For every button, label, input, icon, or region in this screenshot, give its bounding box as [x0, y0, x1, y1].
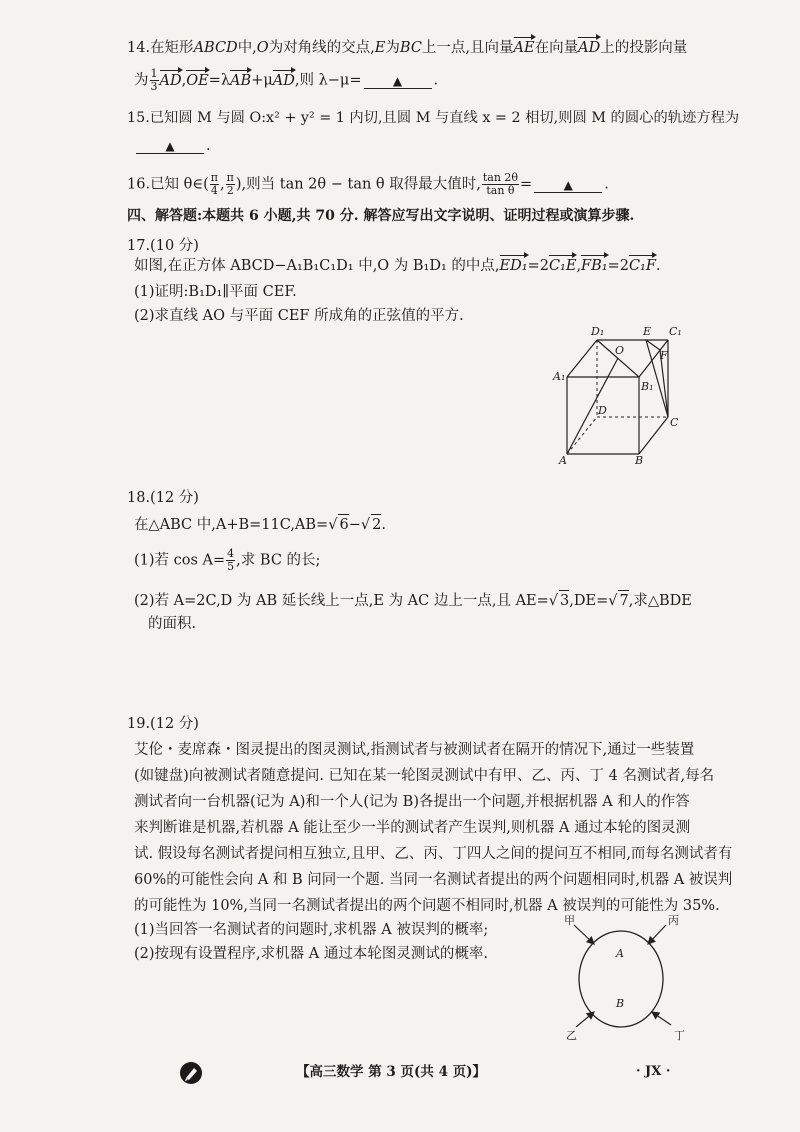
label-c: C	[670, 416, 679, 429]
label-jia: 甲	[564, 914, 575, 927]
q19-part-2: (2)按现有设置程序,求机器 A 通过本轮图灵测试的概率.	[134, 946, 488, 962]
label-yi: 乙	[566, 1029, 577, 1042]
edge-a1d1	[567, 340, 597, 377]
answer-marker-icon: ▲	[392, 73, 403, 88]
q15-line-1: 15.已知圆 M 与圆 O:x² + y² = 1 内切,且圆 M 与直线 x = 2 相切,则圆 M 的圆心的轨迹方程为	[127, 110, 740, 126]
q19-line-3: 测试者向一台机器(记为 A)和一个人(记为 B)各提出一个问题,并根据机器 A 和人的作答	[134, 794, 690, 810]
q17-part-2: (2)求直线 AO 与平面 CEF 所成角的正弦值的平方.	[134, 308, 464, 324]
cube-figure	[545, 322, 695, 467]
circle	[579, 931, 663, 1027]
footer-region-code: · JX ·	[636, 1064, 671, 1079]
arrow-jia	[574, 925, 594, 944]
q17-part-1: (1)证明:B₁D₁∥平面 CEF.	[134, 284, 297, 300]
turing-test-figure	[556, 912, 696, 1047]
label-machine-a: A	[616, 947, 624, 960]
q19-line-6: 60%的可能性会向 A 和 B 问同一个题. 当同一名测试者提出的两个问题相同时,机器 A 被误判	[134, 872, 733, 888]
vector-ab: AB	[230, 72, 252, 89]
page-footer	[0, 1062, 800, 1088]
segment-ao	[567, 358, 618, 454]
label-bing: 丙	[668, 914, 679, 927]
hidden-edge-ad	[567, 417, 597, 454]
q18-header: 18.(12 分)	[127, 490, 199, 506]
label-b: B	[635, 454, 644, 467]
label-b1: B₁	[641, 380, 654, 393]
q18-part-2-cont: 的面积.	[148, 616, 197, 632]
label-e: E	[643, 325, 652, 338]
answer-marker-icon: ▲	[563, 177, 573, 192]
label-d: D	[598, 404, 607, 417]
arrow-bing	[648, 925, 666, 944]
q16-line-1: 16.已知 θ∈( $\frac{\pi}{4}$ , $\frac{\pi}{2}$ ),则当 tan 2θ − tan θ 取得最大值时, $\frac{\tan 2\theta}{\text{tan θ}}$ = ▲ .	[127, 171, 609, 197]
q17-line-1: 如图,在正方体 ABCD−A₁B₁C₁D₁ 中,O 为 B₁D₁ 的中点,ED₁=2C₁E,FB₁=2C₁F.	[134, 258, 661, 274]
label-human-b: B	[616, 997, 625, 1010]
q14-line-1: 14.在矩形ABCD中,O为对角线的交点,E为BC上一点,且向量AE在向量AD上的投影向量	[127, 40, 688, 56]
label-c1: C₁	[669, 325, 682, 338]
q19-line-1: 艾伦・麦席森・图灵提出的图灵测试,指测试者与被测试者在隔开的情况下,通过一些装置	[134, 742, 695, 758]
vector-ad: AD	[578, 40, 601, 56]
label-f: F	[660, 349, 668, 362]
vector-oe: OE	[186, 72, 209, 89]
q15-line-2: ▲ .	[134, 136, 211, 156]
q14-line-2: 为 $\frac{1}{3}$ AD,OE=λAB+μAD,则 λ−μ= ▲ .	[134, 67, 439, 93]
answer-blank-15[interactable]	[136, 139, 204, 154]
q19-header: 19.(12 分)	[127, 716, 199, 732]
answer-marker-icon: ▲	[165, 139, 175, 153]
fraction-one-third: $\frac{1}{3}$	[150, 67, 158, 93]
q17-header: 17.(10 分)	[127, 238, 199, 254]
vector-ae: AE	[513, 40, 535, 56]
q18-line-1: 在△ABC 中,A+B=11C,AB=√ 6−√ 2.	[134, 514, 386, 535]
q18-part-1: (1)若 cos A= $\frac{4}{5}$ ,求 BC 的长;	[134, 547, 321, 573]
section-heading: 四、解答题:本题共 6 小题,共 70 分. 解答应写出文字说明、证明过程或演算步骤.	[127, 208, 635, 224]
footer-page-info: 【高三数学 第 3 页(共 4 页)】	[296, 1064, 487, 1080]
q19-line-5: 试. 假设每名测试者提问相互独立,且甲、乙、丙、丁四人之间的提问互不相同,而每名测试者有	[134, 846, 733, 862]
answer-blank-16[interactable]	[534, 178, 602, 193]
q19-line-4: 来判断谁是机器,若机器 A 能让至少一半的测试者产生误判,则机器 A 通过本轮的图灵测	[134, 820, 691, 836]
q19-line-7: 的可能性为 10%,当同一名测试者提出的两个问题不相同时,机器 A 被误判的可能性为 35%.	[134, 898, 720, 914]
label-ding: 丁	[674, 1029, 685, 1042]
pen-logo-icon	[178, 1060, 204, 1086]
q19-line-2: (如键盘)向被测试者随意提问. 已知在某一轮图灵测试中有甲、乙、丙、丁 4 名测试者,每名	[134, 768, 715, 784]
answer-blank-14[interactable]	[364, 74, 432, 89]
label-a: A	[559, 454, 567, 467]
label-a1: A₁	[553, 370, 566, 383]
q19-part-1: (1)当回答一名测试者的问题时,求机器 A 被误判的概率;	[134, 922, 489, 938]
arrow-ding	[652, 1012, 671, 1025]
label-o: O	[615, 344, 625, 357]
q18-part-2: (2)若 A=2C,D 为 AB 延长线上一点,E 为 AC 边上一点,且 AE=√ 3,DE=√ 7,求△BDE	[134, 590, 692, 611]
edge-bc	[639, 417, 668, 454]
arrow-yi	[576, 1012, 594, 1027]
label-d1: D₁	[591, 325, 605, 338]
